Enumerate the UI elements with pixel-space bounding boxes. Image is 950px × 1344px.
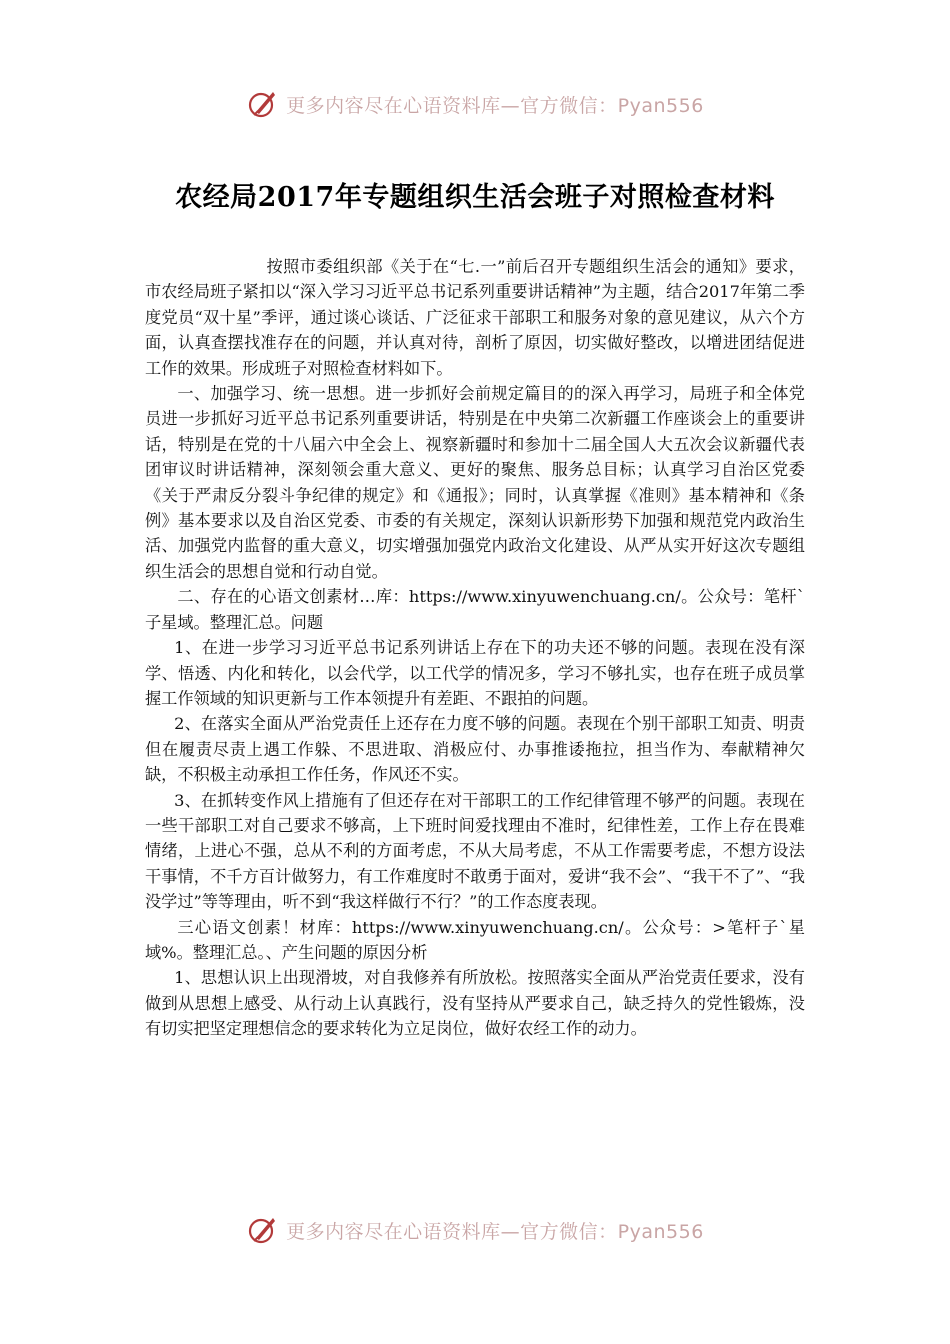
footer-watermark xyxy=(0,1210,950,1250)
paragraph-problem-2: 2、在落实全面从严治党责任上还存在力度不够的问题。表现在个别干部职工知责、明责但在履责尽责上遇工作躲、不思进取、消极应付、办事推诿拖拉，担当作为、奉献精神欠缺，不积极主动承担工作任务，作风还不实。 xyxy=(145,714,805,785)
paragraph-cause-1: 1、思想认识上出现滑坡，对自我修养有所放松。按照落实全面从严治党责任要求，没有做到从思想上感受、从行动上认真践行，没有坚持从严要求自己，缺乏持久的党性锻炼，没有切实把坚定理想信念的要求转化为立足岗位，做好农经工作的动力。 xyxy=(145,968,805,1039)
document-title: 农经局2017年专题组织生活会班子对照检查材料 xyxy=(175,182,775,213)
paragraph-problem-3: 3、在抓转变作风上措施有了但还存在对干部职工的工作纪律管理不够严的问题。表现在一些干部职工对自己要求不够高，上下班时间爱找理由不准时，纪律性差，工作上存在畏难情绪，上进心不强，总从不利的方面考虑，不从大局考虑，不从工作需要考虑，不想方设法干事情，不千方百计做努力，有工作难度时不敢勇于面对，爱讲“我不会”、“我干不了”、“我没学过”等等理由，听不到“我这样做行不行？”的工作态度表现。 xyxy=(145,790,805,912)
paragraph-section-3-heading: 三心语文创素！材库：https://www.xinyuwenchuang.cn/。公众号：>笔杆子`星域%。整理汇总。、产生问题的原因分析 xyxy=(145,917,805,962)
quill-pen-logo-icon xyxy=(246,1213,280,1247)
document-body xyxy=(145,254,805,1042)
paragraph-section-2-heading: 二、存在的心语文创素材…库：https://www.xinyuwenchuang.cn/。公众号：笔杆`子星域。整理汇总。问题 xyxy=(145,587,805,632)
paragraph-intro: 按照市委组织部《关于在“七.一”前后召开专题组织生活会的通知》要求，市农经局班子紧扣以“深入学习习近平总书记系列重要讲话精神”为主题，结合2017年第二季度党员“双十星”季评，通过谈心谈话、广泛征求干部职工和服务对象的意见建议，从六个方面，认真查摆找准存在的问题，并认真对待，剖析了原因，切实做好整改，以增进团结促进工作的效果。形成班子对照检查材料如下。 xyxy=(145,257,805,378)
watermark-text: 更多内容尽在心语资料库—官方微信：Pyan556 xyxy=(286,94,704,117)
paragraph-problem-1: 1、在进一步学习习近平总书记系列讲话上存在下的功夫还不够的问题。表现在没有深学、悟透、内化和转化，以会代学，以工代学的情况多，学习不够扎实，也存在班子成员掌握工作领域的知识更新与工作本领提升有差距、不跟拍的问题。 xyxy=(145,638,805,708)
paragraph-section-1: 一、加强学习、统一思想。进一步抓好会前规定篇目的的深入再学习，局班子和全体党员进一步抓好习近平总书记系列重要讲话，特别是在中央第二次新疆工作座谈会上的重要讲话，特别是在党的十八届六中全会上、视察新疆时和参加十二届全国人大五次会议新疆代表团审议时讲话精神，深刻领会重大意义、更好的聚焦、服务总目标；认真学习自治区党委《关于严肃反分裂斗争纪律的规定》和《通报》；同时，认真掌握《准则》基本精神和《条例》基本要求以及自治区党委、市委的有关规定，深刻认识新形势下加强和规范党内政治生活、加强党内监督的重大意义，切实增强加强党内政治文化建设、从严从实开好这次专题组织生活会的思想自觉和行动自觉。 xyxy=(145,384,805,581)
header-watermark xyxy=(0,84,950,124)
watermark-text: 更多内容尽在心语资料库—官方微信：Pyan556 xyxy=(286,1220,704,1243)
quill-pen-logo-icon xyxy=(246,87,280,121)
